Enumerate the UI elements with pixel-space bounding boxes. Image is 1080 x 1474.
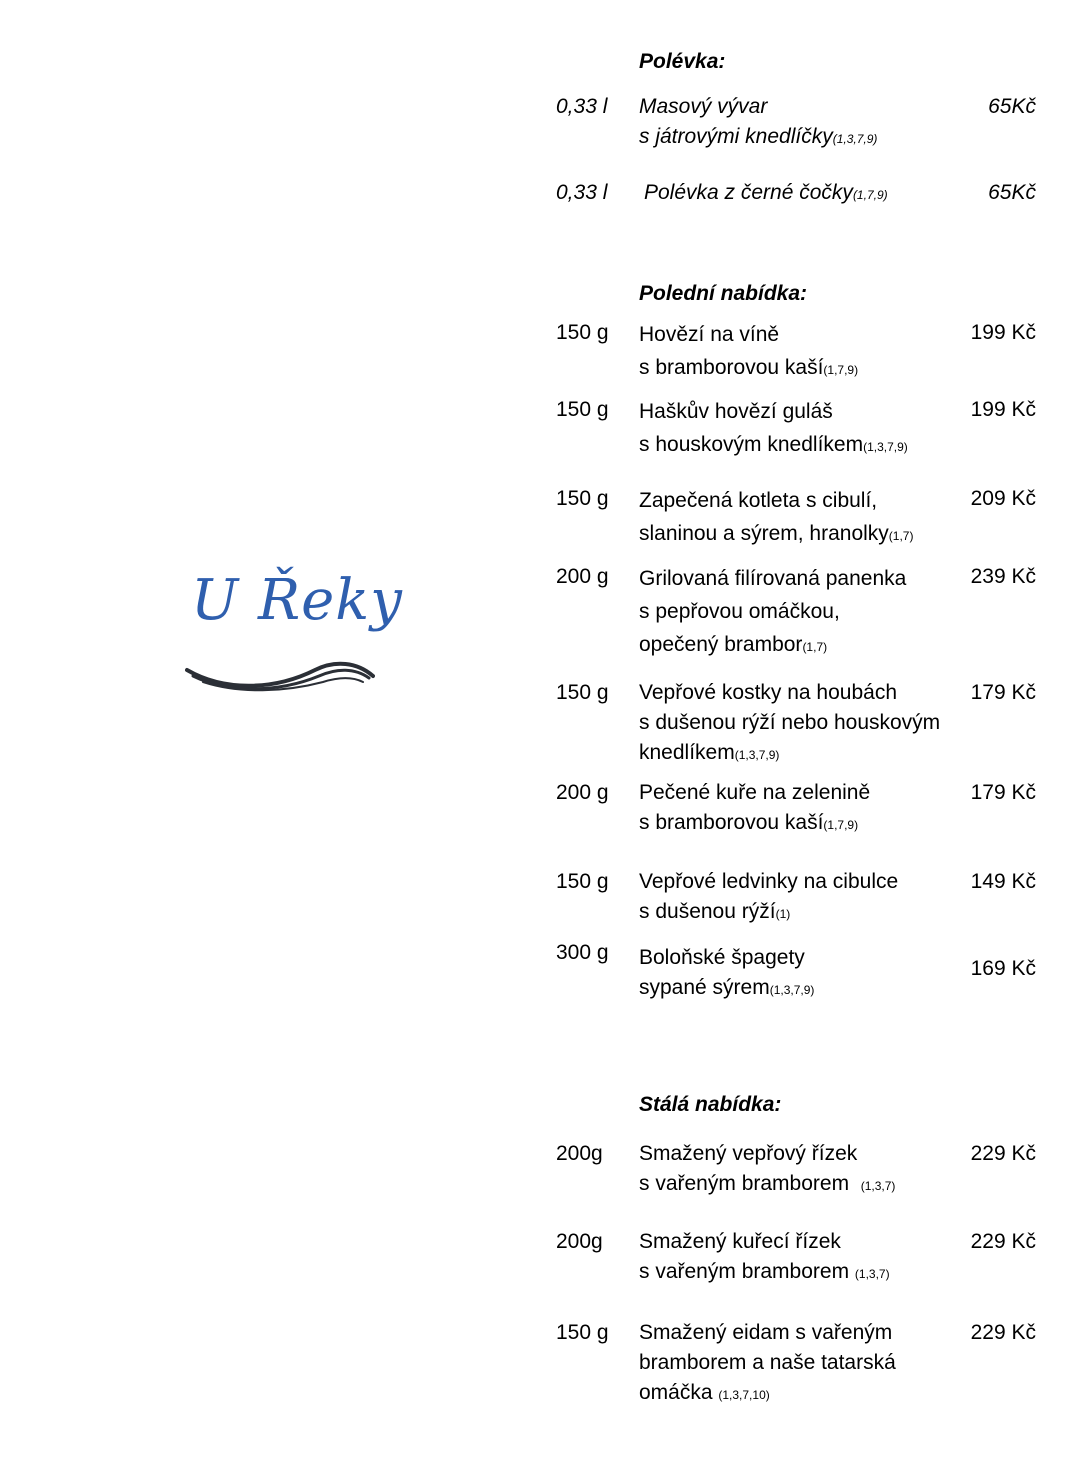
item-name [639, 484, 913, 553]
item-name [639, 1139, 895, 1201]
item-allergens: (1,7) [802, 640, 828, 654]
item-quantity: 150 g [556, 398, 609, 421]
item-name-line: s dušenou rýží [639, 900, 776, 923]
item-price: 199 Kč [970, 398, 1036, 421]
item-allergens: (1,3,7) [860, 1179, 896, 1193]
restaurant-logo [185, 568, 403, 708]
item-name [639, 943, 814, 1005]
item-price: 179 Kč [970, 781, 1036, 804]
item-price: 199 Kč [970, 321, 1036, 344]
item-price: 149 Kč [970, 870, 1036, 893]
item-allergens: (1,3,7) [854, 1267, 890, 1281]
item-allergens: (1) [775, 907, 791, 921]
item-name-line: Vepřové kostky na houbách [639, 681, 898, 704]
item-name-line: Hovězí na víně [639, 323, 780, 346]
wave-icon [185, 656, 375, 696]
item-name-line: Masový vývar [639, 95, 768, 118]
item-quantity: 150 g [556, 487, 609, 510]
item-name-line: s vařeným bramborem [639, 1172, 850, 1195]
item-allergens: (1,7) [888, 529, 914, 543]
item-name [639, 1227, 890, 1289]
item-name [639, 867, 898, 929]
item-price: 229 Kč [970, 1142, 1036, 1165]
section-title-lunch: Polední nabídka: [639, 282, 808, 305]
item-name-line: knedlíkem [639, 741, 735, 764]
item-price: 179 Kč [970, 681, 1036, 704]
section-title-permanent: Stálá nabídka: [639, 1093, 782, 1116]
item-name-line: s bramborovou kaší [639, 356, 824, 379]
item-quantity: 200g [556, 1142, 603, 1165]
item-quantity: 150 g [556, 870, 609, 893]
item-allergens: (1,3,7,9) [769, 983, 815, 997]
item-quantity: 200 g [556, 565, 609, 588]
item-name [644, 178, 888, 210]
item-name-line: s játrovými knedlíčky [639, 125, 833, 148]
item-name [639, 562, 906, 664]
logo-text: U Řeky [191, 568, 403, 633]
item-name-line: opečený brambor [639, 633, 803, 656]
item-price: 229 Kč [970, 1321, 1036, 1344]
item-name-line: sypané sýrem [639, 976, 770, 999]
item-allergens: (1,3,7,10) [718, 1388, 770, 1402]
item-name-line: s vařeným bramborem [639, 1260, 850, 1283]
item-name-line: Polévka z černé čočky [644, 181, 853, 204]
item-price: 169 Kč [970, 957, 1036, 980]
item-quantity: 150 g [556, 321, 609, 344]
item-name-line: s bramborovou kaší [639, 811, 824, 834]
item-name [639, 1318, 896, 1410]
item-allergens: (1,7,9) [823, 818, 859, 832]
item-name [639, 318, 858, 387]
item-name-line: omáčka [639, 1381, 713, 1404]
item-name-line: Haškův hovězí guláš [639, 400, 833, 423]
item-price: 65Kč [988, 181, 1036, 204]
item-name-line: slaninou a sýrem, hranolky [639, 522, 889, 545]
item-quantity: 300 g [556, 941, 609, 964]
item-allergens: (1,3,7,9) [863, 440, 908, 454]
item-name-line: bramborem a naše tatarská [639, 1351, 896, 1374]
item-allergens: (1,3,7,9) [734, 748, 780, 762]
item-name-line: Smažený kuřecí řízek [639, 1230, 841, 1253]
item-name-line: Smažený vepřový řízek [639, 1142, 858, 1165]
item-name-line: Smažený eidam s vařeným [639, 1321, 893, 1344]
item-name-line: Pečené kuře na zelenině [639, 781, 871, 804]
item-quantity: 150 g [556, 681, 609, 704]
item-quantity: 200g [556, 1230, 603, 1253]
item-price: 65Kč [988, 95, 1036, 118]
item-name-line: Boloňské špagety [639, 946, 805, 969]
item-price: 209 Kč [970, 487, 1036, 510]
item-price: 239 Kč [970, 565, 1036, 588]
item-quantity: 150 g [556, 1321, 609, 1344]
item-allergens: (1,7,9) [823, 363, 859, 377]
item-price: 229 Kč [970, 1230, 1036, 1253]
item-name-line: Zapečená kotleta s cibulí, [639, 489, 878, 512]
item-name [639, 395, 908, 464]
item-quantity: 200 g [556, 781, 609, 804]
item-name-line: Grilovaná filírovaná panenka [639, 567, 907, 590]
section-title-soup: Polévka: [639, 50, 726, 73]
item-name [639, 92, 877, 154]
item-quantity: 0,33 l [556, 95, 608, 118]
item-name [639, 678, 940, 770]
item-allergens: (1,3,7,9) [832, 132, 878, 146]
item-allergens: (1,7,9) [852, 188, 888, 202]
item-name-line: s dušenou rýží nebo houskovým [639, 711, 941, 734]
item-name [639, 778, 870, 840]
item-name-line: s pepřovou omáčkou, [639, 600, 840, 623]
item-name-line: Vepřové ledvinky na cibulce [639, 870, 899, 893]
item-name-line: s houskovým knedlíkem [639, 433, 864, 456]
item-quantity: 0,33 l [556, 181, 608, 204]
